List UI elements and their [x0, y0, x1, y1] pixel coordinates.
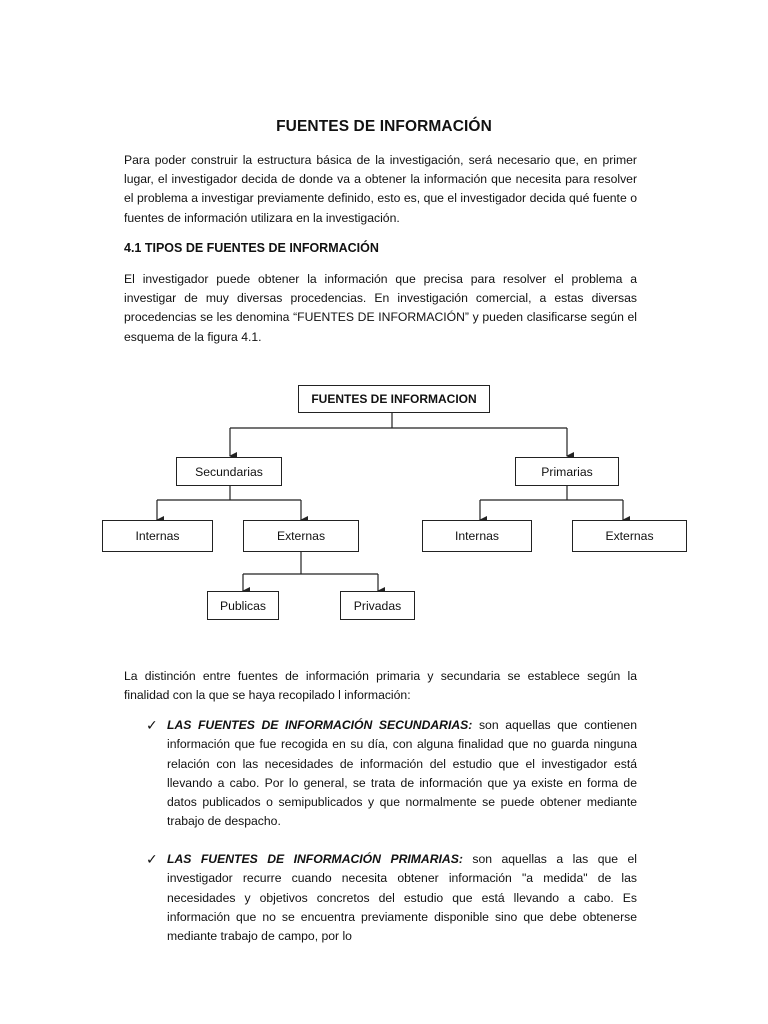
bullet-body: son aquellas que contienen información que fue recogida en su día, con alguna finalidad que no guarda ninguna relación con las necesidades de información del estudio que el investigador está llevando a cabo. Por lo general, se trata de información que ya existe en forma de datos publicados o semipublicados y que normalmente se puede obtener mediante trabajo de despacho. — [167, 718, 637, 829]
section-heading: 4.1 TIPOS DE FUENTES DE INFORMACIÓN — [124, 241, 379, 255]
node-privadas: Privadas — [340, 591, 415, 620]
node-publicas: Publicas — [207, 591, 279, 620]
node-primarias: Primarias — [515, 457, 619, 486]
checkmark-icon: ✓ — [146, 717, 158, 733]
node-secundarias-internas: Internas — [102, 520, 213, 552]
bullet-primarias — [146, 850, 637, 944]
node-secundarias-externas: Externas — [243, 520, 359, 552]
bullet-term: LAS FUENTES DE INFORMACIÓN SECUNDARIAS: — [167, 718, 473, 732]
node-primarias-externas: Externas — [572, 520, 687, 552]
checkmark-icon: ✓ — [146, 851, 158, 867]
bullet-term: LAS FUENTES DE INFORMACIÓN PRIMARIAS: — [167, 852, 463, 866]
sources-diagram — [0, 380, 768, 630]
node-fuentes-root: FUENTES DE INFORMACION — [298, 385, 490, 413]
bullet-body: son aquellas a las que el investigador recurre cuando necesita obtener información "a medida" de las necesidades y objetivos concretos del estudio que está llevando a cabo. Es información que no se encuentra previamente disponible sino que debe obtenerse mediante trabajo de campo, por lo — [167, 852, 637, 944]
node-primarias-internas: Internas — [422, 520, 532, 552]
bullet-secundarias — [146, 716, 637, 836]
intro-paragraph: Para poder construir la estructura básica de la investigación, será necesario que, en primer lugar, el investigador decida de donde va a obtener la información que necesita para resolver el problema a investigar previamente definido, esto es, que el investigador decida qué fuente o fuentes de información utilizara en la investigación. — [124, 153, 637, 225]
bullet-text — [167, 716, 637, 832]
bullet-text — [167, 850, 637, 946]
node-secundarias: Secundarias — [176, 457, 282, 486]
distinction-paragraph: La distinción entre fuentes de información primaria y secundaria se establece según la finalidad con la que se haya recopilado l información: — [124, 669, 637, 703]
document-title: FUENTES DE INFORMACIÓN — [276, 118, 492, 135]
section-paragraph: El investigador puede obtener la información que precisa para resolver el problema a investigar de muy diversas procedencias. En investigación comercial, a estas diversas procedencias se les denomina “FUENTES DE INFORMACIÓN” y pueden clasificarse según el esquema de la figura 4.1. — [124, 272, 637, 344]
